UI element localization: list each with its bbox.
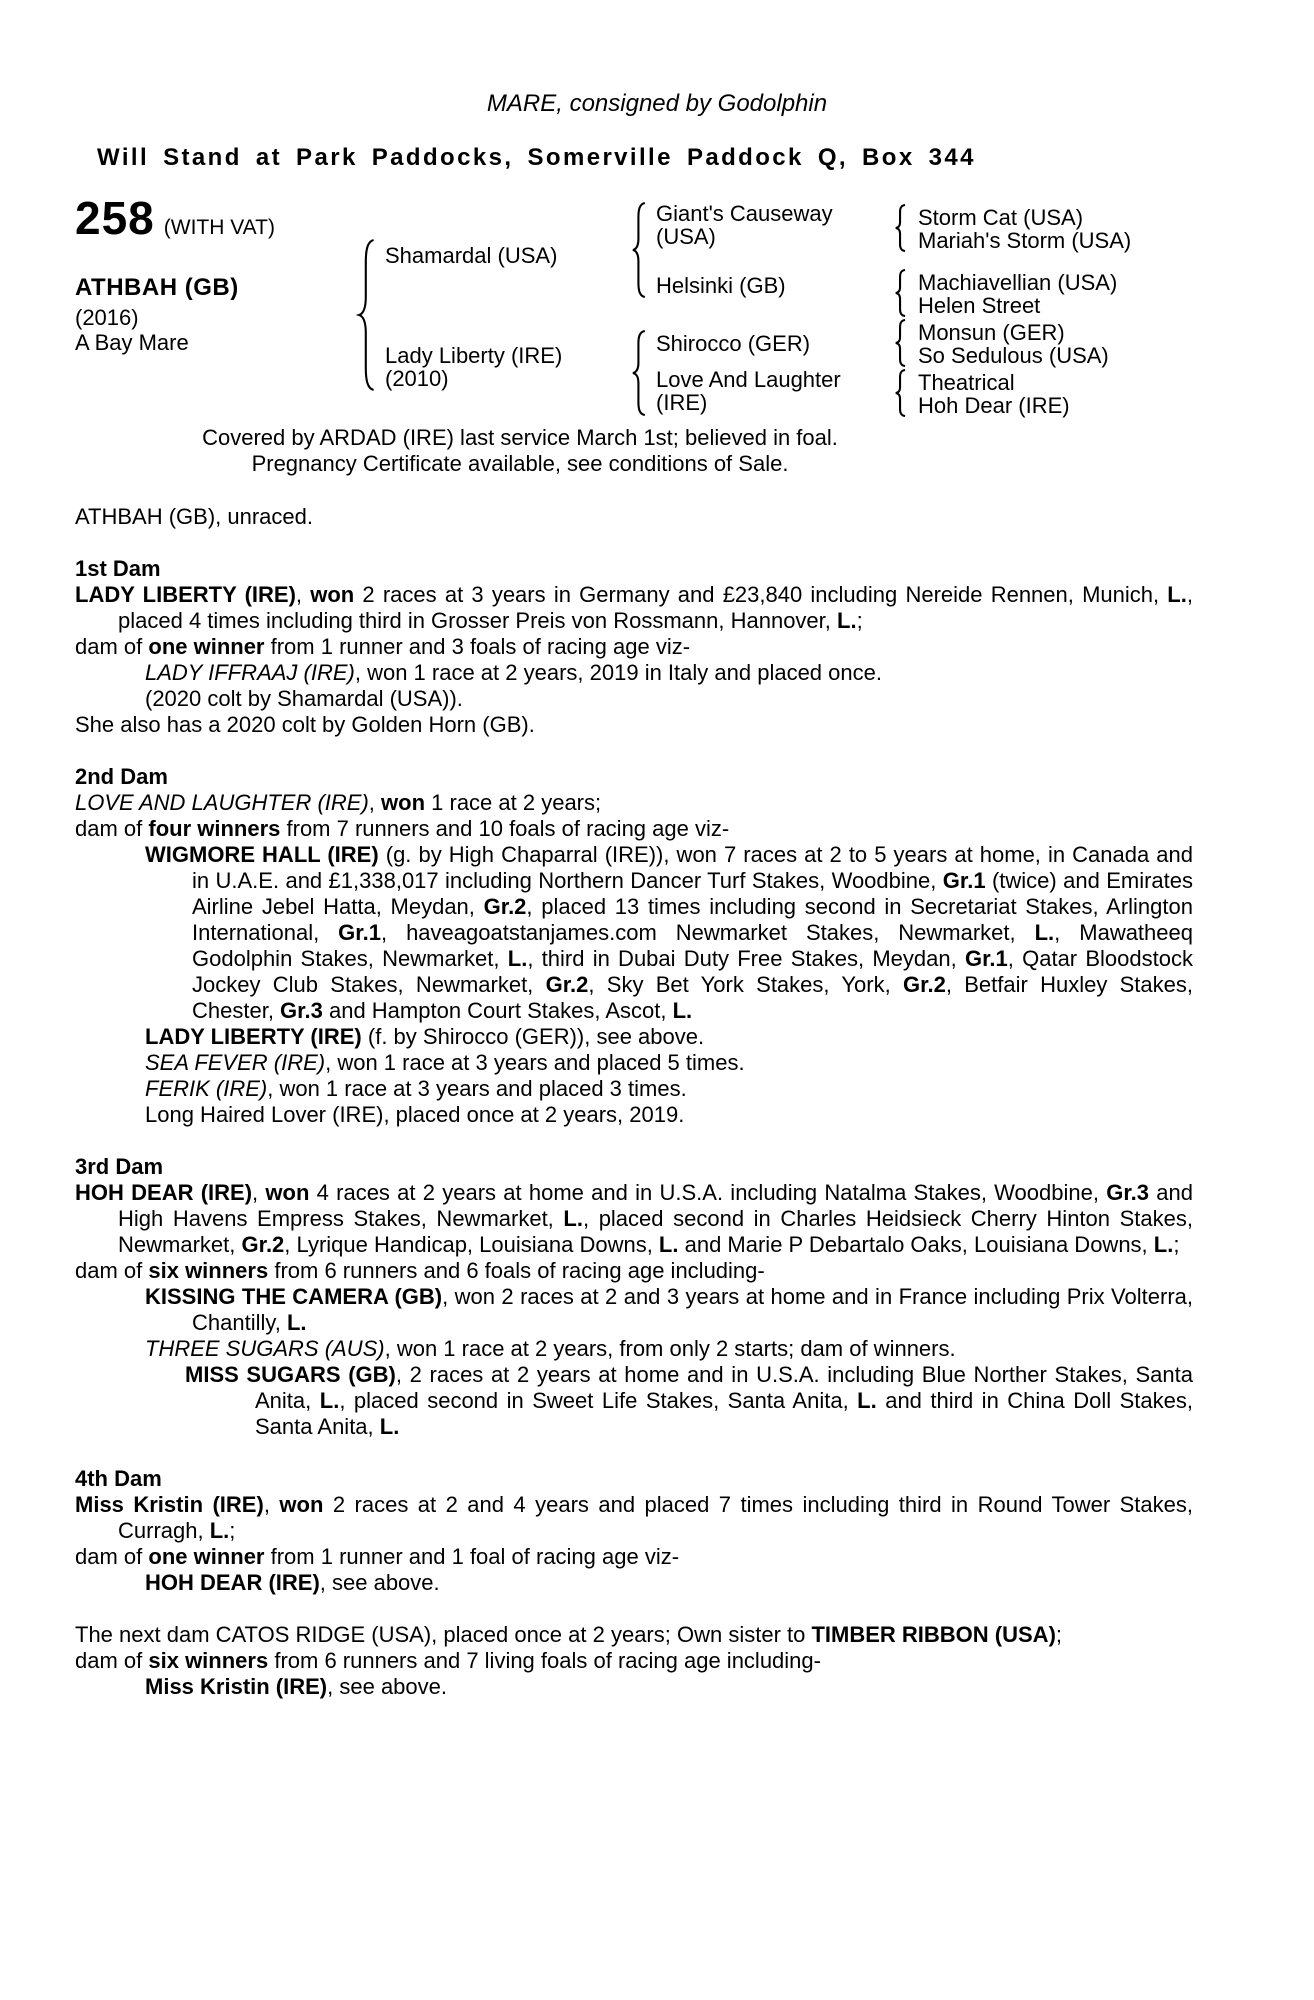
text-run: one winner (148, 1544, 265, 1569)
produce-summary (75, 1544, 1193, 1570)
text-run: , (263, 1492, 280, 1517)
text-run: , see above. (319, 1570, 440, 1595)
text-run: , won 1 race at 2 years, from only 2 starts; dam of winners. (384, 1336, 956, 1361)
progeny-entry (75, 1674, 1193, 1700)
race-record (75, 504, 1193, 530)
text-run: Miss Kristin (IRE) (145, 1674, 328, 1699)
progeny-entry (75, 686, 1193, 712)
text-run: HOH DEAR (IRE) (75, 1180, 253, 1205)
text-run: dam of (75, 634, 149, 659)
text-run: 1 race at 2 years; (425, 790, 602, 815)
text-run: L. (1153, 1232, 1174, 1257)
pedigree-sire: Shamardal (USA) (385, 243, 558, 268)
additional-note (75, 712, 1193, 738)
text-run: , Qatar Bloodstock Jockey Club Stakes, Newmarket, (192, 946, 1193, 997)
pedigree-gg1b: Mariah's Storm (USA) (918, 228, 1132, 253)
horse-foaling-year: (2016) (75, 305, 139, 330)
text-run: Gr.1 (338, 920, 381, 945)
text-run: L. (672, 998, 693, 1023)
text-run: , won 1 race at 3 years and placed 5 times. (325, 1050, 745, 1075)
text-run: 2 races at 2 and 4 years and placed 7 times including third in Round Tower Stakes, Curragh, (118, 1492, 1193, 1543)
stand-location: Will Stand at Park Paddocks, Somerville Paddock Q, Box 344 (97, 144, 976, 171)
text-run: THREE SUGARS (AUS) (145, 1336, 385, 1361)
dam-record (75, 1622, 1193, 1648)
horse-description: A Bay Mare (75, 330, 189, 355)
text-run: won (279, 1492, 324, 1517)
text-run: , Sky Bet York Stakes, York, (588, 972, 904, 997)
text-run: from 1 runner and 3 foals of racing age viz- (264, 634, 691, 659)
pedigree-brace-gg1 (895, 205, 906, 251)
text-run: from 6 runners and 7 living foals of racing age including- (268, 1648, 821, 1673)
text-run: , third in Dubai Duty Free Stakes, Meydan, (527, 946, 965, 971)
section-heading: 2nd Dam (75, 764, 168, 789)
text-run: six winners (148, 1258, 269, 1283)
section-1st-dam (75, 556, 1193, 738)
text-run: LOVE AND LAUGHTER (IRE) (75, 790, 369, 815)
text-run: , won 1 race at 3 years and placed 3 times. (267, 1076, 687, 1101)
text-run: L. (837, 608, 857, 633)
text-run: L. (1034, 920, 1055, 945)
text-run: , won 2 races at 2 and 3 years at home and in France including Prix Volterra, Chantilly, (192, 1284, 1193, 1335)
text-run: She also has a 2020 colt by Golden Horn (GB). (75, 712, 535, 737)
text-run: from 1 runner and 1 foal of racing age viz- (264, 1544, 680, 1569)
text-run: Gr.1 (964, 946, 1008, 971)
text-run: L. (563, 1206, 583, 1231)
pedigree-gg4b: Hoh Dear (IRE) (918, 393, 1070, 418)
text-run: 4 races at 2 years at home and in U.S.A. including Natalma Stakes, Woodbine, (309, 1180, 1107, 1205)
text-run: FERIK (IRE) (145, 1076, 268, 1101)
text-run: L. (658, 1232, 679, 1257)
progeny-entry (75, 1102, 1193, 1128)
text-run: L. (286, 1310, 307, 1335)
text-run: won (381, 790, 426, 815)
text-run: four winners (148, 816, 281, 841)
text-run: L. (379, 1414, 400, 1439)
progeny-entry (75, 1362, 1193, 1440)
text-run: Miss Kristin (IRE) (75, 1492, 264, 1517)
pedigree-gg2a: Machiavellian (USA) (918, 270, 1118, 295)
text-run: from 6 runners and 6 foals of racing age including- (268, 1258, 765, 1283)
progeny-entry (75, 1570, 1193, 1596)
text-run: (f. by Shirocco (GER)), see above. (361, 1024, 705, 1049)
progeny-entry (75, 1076, 1193, 1102)
progeny-entry (75, 842, 1193, 1024)
covering-line-2: Pregnancy Certificate available, see conditions of Sale. (251, 451, 789, 476)
text-run: , placed second in Sweet Life Stakes, Santa Anita, (339, 1388, 858, 1413)
text-run: L. (1167, 582, 1187, 607)
pedigree-sire-dam: Helsinki (GB) (656, 273, 786, 298)
text-run: , haveagoatstanjames.com Newmarket Stakes, Newmarket, (380, 920, 1035, 945)
text-run: (2020 colt by Shamardal (USA)). (145, 686, 463, 711)
produce-summary (75, 816, 1193, 842)
text-run: , (295, 582, 311, 607)
text-run: six winners (148, 1648, 269, 1673)
pedigree-dam-dam: Love And Laughter (656, 367, 841, 392)
pedigree-sire-sire-suffix: (USA) (656, 224, 716, 249)
dam-record (75, 1180, 1193, 1258)
text-run: dam of (75, 816, 149, 841)
lot-line (75, 192, 275, 244)
catalogue-body (75, 504, 1193, 1700)
text-run: , Mawatheeq Godolphin Stakes, Newmarket, (192, 920, 1193, 971)
text-run: dam of (75, 1648, 149, 1673)
progeny-entry (75, 660, 1193, 686)
text-run: L. (319, 1388, 340, 1413)
text-run: Gr.3 (1106, 1180, 1150, 1205)
text-run: , (368, 790, 382, 815)
text-run: and third in China Doll Stakes, Santa Anita, (255, 1388, 1193, 1439)
pedigree-gg4a: Theatrical (918, 370, 1015, 395)
progeny-entry (75, 1050, 1193, 1076)
text-run: 2 races at 3 years in Germany and £23,840 including Nereide Rennen, Munich, (354, 582, 1168, 607)
section-heading: 3rd Dam (75, 1154, 164, 1179)
pedigree-dam: Lady Liberty (IRE) (385, 343, 563, 368)
pedigree-gg3a: Monsun (GER) (918, 320, 1065, 345)
text-run: one winner (148, 634, 265, 659)
text-run: L. (857, 1388, 877, 1413)
text-run: Gr.1 (942, 868, 986, 893)
pedigree-brace-sire (632, 203, 646, 297)
text-run: ; (856, 608, 863, 633)
pedigree-gg2b: Helen Street (918, 293, 1041, 318)
pedigree-brace-gg3 (895, 320, 906, 366)
covering-note (75, 425, 965, 477)
text-run: WIGMORE HALL (IRE) (145, 842, 379, 867)
progeny-entry (75, 1336, 1193, 1362)
text-run: LADY LIBERTY (IRE) (145, 1024, 362, 1049)
text-run: Gr.2 (241, 1232, 285, 1257)
text-run: LADY LIBERTY (IRE) (75, 582, 296, 607)
text-run: Long Haired Lover (IRE), placed once at 2 years, 2019. (145, 1102, 685, 1127)
pedigree-dam-dam-suffix: (IRE) (656, 390, 708, 415)
text-run: ; (1055, 1622, 1063, 1647)
lot-number: 258 (75, 192, 155, 244)
dam-record (75, 1492, 1193, 1544)
text-run: Gr.2 (903, 972, 946, 997)
pedigree-sire-sire: Giant's Causeway (656, 201, 833, 226)
progeny-entry (75, 1024, 1193, 1050)
section-2nd-dam (75, 764, 1193, 1128)
pedigree-brace-gg4 (895, 370, 906, 416)
text-run: SEA FEVER (IRE) (145, 1050, 326, 1075)
text-run: won (310, 582, 355, 607)
pedigree-brace-gen1 (358, 240, 375, 390)
dam-record (75, 790, 1193, 816)
text-run: The next dam CATOS RIDGE (USA), placed once at 2 years; Own sister to (75, 1622, 812, 1647)
text-run: (g. by High Chaparral (IRE)), won 7 races at 2 to 5 years at home, in Canada and in U.A.E. and £1,338,017 including Northern Dancer Turf Stakes, Woodbine, (192, 842, 1193, 893)
text-run: L. (507, 946, 528, 971)
text-run: (twice) and Emirates Airline Jebel Hatta, Meydan, (192, 868, 1193, 919)
consignment-title: MARE, consigned by Godolphin (486, 90, 828, 117)
text-run: from 7 runners and 10 foals of racing age viz- (280, 816, 730, 841)
covering-line-1: Covered by ARDAD (IRE) last service March 1st; believed in foal. (202, 425, 838, 450)
text-run: , placed second in Charles Heidsieck Cherry Hinton Stakes, Newmarket, (118, 1206, 1193, 1257)
dam-record (75, 582, 1193, 634)
text-run: Gr.2 (545, 972, 589, 997)
text-run: , Betfair Huxley Stakes, Chester, (192, 972, 1193, 1023)
section-heading: 4th Dam (75, 1466, 162, 1491)
pedigree-brace-gg2 (895, 270, 906, 316)
produce-summary (75, 634, 1193, 660)
text-run: L. (209, 1518, 230, 1543)
text-run: , (252, 1180, 266, 1205)
text-run: and High Havens Empress Stakes, Newmarket, (118, 1180, 1193, 1231)
text-run: , placed 13 times including second in Secretariat Stakes, Arlington International, (192, 894, 1193, 945)
text-run: HOH DEAR (IRE) (145, 1570, 320, 1595)
horse-name: ATHBAH (GB) (75, 274, 239, 301)
text-run: , won 1 race at 2 years, 2019 in Italy and placed once. (354, 660, 882, 685)
text-run: ; (1173, 1232, 1180, 1257)
text-run: won (265, 1180, 310, 1205)
pedigree-dam-sire: Shirocco (GER) (656, 331, 811, 356)
vat-note: (WITH VAT) (163, 216, 275, 239)
text-run: KISSING THE CAMERA (GB) (145, 1284, 443, 1309)
section-4th-dam (75, 1466, 1193, 1596)
pedigree-brace-dam (632, 331, 646, 415)
pedigree-gg1a: Storm Cat (USA) (918, 205, 1084, 230)
text-run: ; (229, 1518, 236, 1543)
pedigree-table (75, 193, 1314, 421)
produce-summary (75, 1648, 1193, 1674)
progeny-entry (75, 1284, 1193, 1336)
text-run: , 2 races at 2 years at home and in U.S.A. including Blue Norther Stakes, Santa Anita, (255, 1362, 1193, 1413)
text-run: dam of (75, 1258, 149, 1283)
section-next-dam (75, 1622, 1193, 1700)
section-heading: 1st Dam (75, 556, 161, 581)
text-run: Gr.2 (483, 894, 527, 919)
text-run: Gr.3 (280, 998, 323, 1023)
text-run: dam of (75, 1544, 149, 1569)
produce-summary (75, 1258, 1193, 1284)
text-run: ATHBAH (GB), unraced. (75, 504, 313, 529)
text-run: and Hampton Court Stakes, Ascot, (322, 998, 673, 1023)
text-run: TIMBER RIBBON (USA) (811, 1622, 1056, 1647)
text-run: and Marie P Debartalo Oaks, Louisiana Downs, (678, 1232, 1154, 1257)
text-run: LADY IFFRAAJ (IRE) (145, 660, 355, 685)
pedigree-gg3b: So Sedulous (USA) (918, 343, 1109, 368)
text-run: MISS SUGARS (GB) (185, 1362, 396, 1387)
text-run: , see above. (327, 1674, 448, 1699)
pedigree-dam-year: (2010) (385, 366, 449, 391)
section-3rd-dam (75, 1154, 1193, 1440)
text-run: , placed 4 times including third in Grosser Preis von Rossmann, Hannover, (118, 582, 1193, 633)
text-run: , Lyrique Handicap, Louisiana Downs, (284, 1232, 659, 1257)
